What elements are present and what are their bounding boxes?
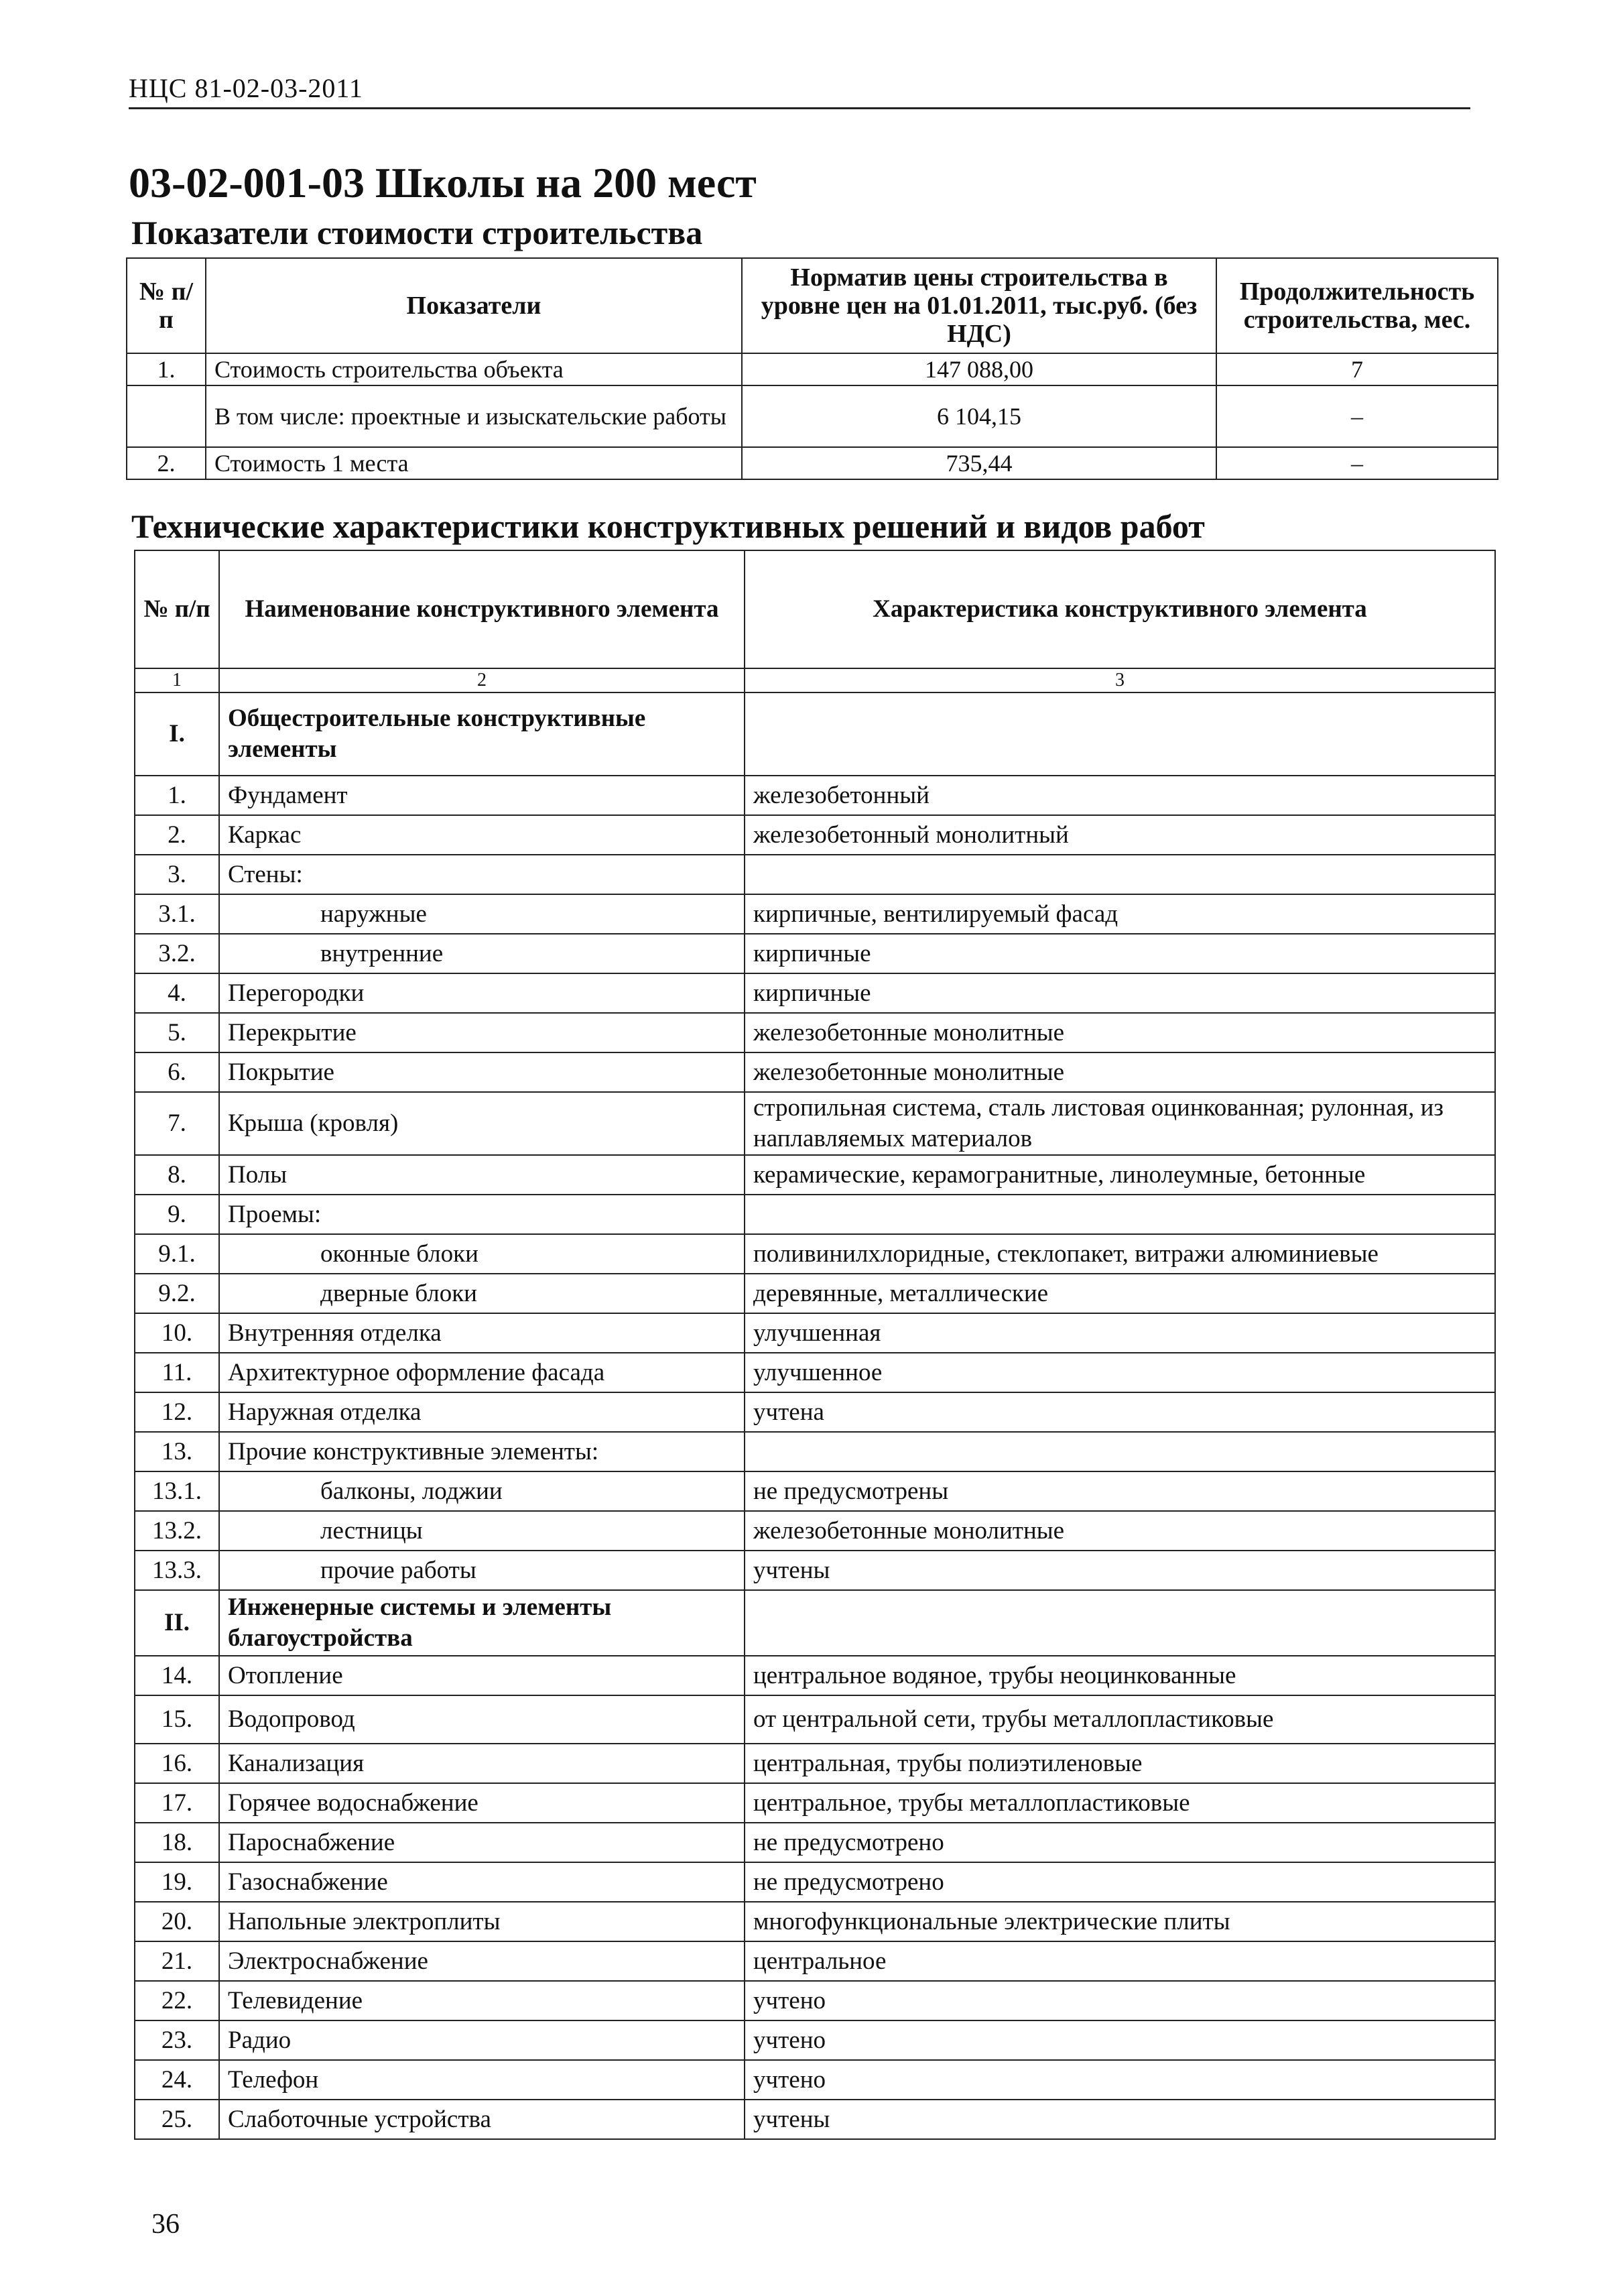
row-number: 4. — [135, 973, 219, 1013]
element-characteristic: учтено — [745, 1981, 1495, 2020]
table-row — [135, 894, 1495, 934]
table-row — [135, 1511, 1495, 1551]
element-characteristic: центральное — [745, 1941, 1495, 1981]
table-row — [135, 1092, 1495, 1155]
row-number: 17. — [135, 1783, 219, 1823]
row-number: 16. — [135, 1744, 219, 1783]
cost-row — [127, 353, 1498, 385]
element-characteristic: учтены — [745, 2100, 1495, 2139]
row-number: 7. — [135, 1092, 219, 1155]
cost-indicators-table — [126, 257, 1498, 480]
element-name: Фундамент — [219, 776, 745, 815]
element-characteristic: центральная, трубы полиэтиленовые — [745, 1744, 1495, 1783]
table-row — [135, 1902, 1495, 1941]
table-row — [135, 1052, 1495, 1092]
row-number: 18. — [135, 1823, 219, 1862]
element-characteristic: железобетонные монолитные — [745, 1052, 1495, 1092]
page-title: 03-02-001-03 Школы на 200 мест — [129, 159, 757, 206]
element-characteristic: железобетонный — [745, 776, 1495, 815]
element-characteristic — [745, 1432, 1495, 1471]
element-name: Архитектурное оформление фасада — [219, 1353, 745, 1392]
cost-row — [127, 447, 1498, 479]
element-name: Наружная отделка — [219, 1392, 745, 1432]
row-number: 1. — [135, 776, 219, 815]
element-characteristic — [745, 1590, 1495, 1656]
element-name: Крыша (кровля) — [219, 1092, 745, 1155]
column-header-num: № п/п — [127, 258, 206, 353]
element-characteristic: улучшенная — [745, 1313, 1495, 1353]
element-name: Горячее водоснабжение — [219, 1783, 745, 1823]
element-name: Внутренняя отделка — [219, 1313, 745, 1353]
row-number: 21. — [135, 1941, 219, 1981]
table-row — [135, 1783, 1495, 1823]
element-name: Каркас — [219, 815, 745, 855]
table-row — [135, 2060, 1495, 2100]
row-number: 23. — [135, 2020, 219, 2060]
column-header-duration: Продолжительность строительства, мес. — [1216, 258, 1498, 353]
element-name: Телевидение — [219, 1981, 745, 2020]
element-characteristic — [745, 855, 1495, 894]
table-row — [135, 1471, 1495, 1511]
element-characteristic: центральное, трубы металлопластиковые — [745, 1783, 1495, 1823]
table-row — [135, 1862, 1495, 1902]
element-characteristic: учтено — [745, 2020, 1495, 2060]
element-name: Перегородки — [219, 973, 745, 1013]
row-number: 3.1. — [135, 894, 219, 934]
table-row — [135, 855, 1495, 894]
row-number: 9.1. — [135, 1234, 219, 1274]
element-name: Канализация — [219, 1744, 745, 1783]
header-divider — [129, 107, 1470, 109]
row-number: 13. — [135, 1432, 219, 1471]
row-price: 6 104,15 — [742, 385, 1216, 447]
row-number: 13.3. — [135, 1551, 219, 1590]
table-row — [135, 1551, 1495, 1590]
row-price: 147 088,00 — [742, 353, 1216, 385]
table-row — [135, 1744, 1495, 1783]
row-number: 9. — [135, 1195, 219, 1234]
element-characteristic: кирпичные — [745, 934, 1495, 973]
element-name: Слаботочные устройства — [219, 2100, 745, 2139]
row-number: 2. — [135, 815, 219, 855]
element-characteristic — [745, 1195, 1495, 1234]
element-name: Проемы: — [219, 1195, 745, 1234]
element-characteristic: железобетонный монолитный — [745, 815, 1495, 855]
cost-section-title: Показатели стоимости строительства — [131, 214, 703, 251]
table-row — [135, 2020, 1495, 2060]
element-characteristic: центральное водяное, трубы неоцинкованные — [745, 1656, 1495, 1695]
element-name: Перекрытие — [219, 1013, 745, 1052]
element-characteristic: железобетонные монолитные — [745, 1511, 1495, 1551]
table-row — [135, 1313, 1495, 1353]
document-code: НЦС 81-02-03-2011 — [129, 73, 363, 103]
element-name: Полы — [219, 1155, 745, 1195]
element-characteristic: не предусмотрено — [745, 1862, 1495, 1902]
element-name: наружные — [219, 894, 745, 934]
element-characteristic: от центральной сети, трубы металлопластиковые — [745, 1695, 1495, 1744]
element-name: дверные блоки — [219, 1274, 745, 1313]
row-number: 22. — [135, 1981, 219, 2020]
table-row — [135, 1155, 1495, 1195]
group-row — [135, 1590, 1495, 1656]
table-row — [135, 1234, 1495, 1274]
row-number: 3.2. — [135, 934, 219, 973]
element-name: Пароснабжение — [219, 1823, 745, 1862]
element-name: Покрытие — [219, 1052, 745, 1092]
row-number: II. — [135, 1590, 219, 1656]
element-characteristic — [745, 692, 1495, 776]
element-name: Напольные электроплиты — [219, 1902, 745, 1941]
column-index-2: 2 — [219, 668, 745, 692]
row-number: 13.2. — [135, 1511, 219, 1551]
row-number: 11. — [135, 1353, 219, 1392]
element-characteristic: деревянные, металлические — [745, 1274, 1495, 1313]
element-name: Отопление — [219, 1656, 745, 1695]
element-name: лестницы — [219, 1511, 745, 1551]
row-number: 6. — [135, 1052, 219, 1092]
table-row — [135, 1981, 1495, 2020]
element-name: Электроснабжение — [219, 1941, 745, 1981]
element-name: оконные блоки — [219, 1234, 745, 1274]
tech-table-body — [135, 692, 1495, 2139]
row-number — [127, 385, 206, 447]
element-characteristic: керамические, керамогранитные, линолеумные, бетонные — [745, 1155, 1495, 1195]
table-row — [135, 1392, 1495, 1432]
table-row — [135, 1353, 1495, 1392]
row-indicator: В том числе: проектные и изыскательские работы — [206, 385, 742, 447]
element-name: балконы, лоджии — [219, 1471, 745, 1511]
element-name: Радио — [219, 2020, 745, 2060]
row-number: 5. — [135, 1013, 219, 1052]
column-header-price: Норматив цены строительства в уровне цен на 01.01.2011, тыс.руб. (без НДС) — [742, 258, 1216, 353]
column-header-indicator: Показатели — [206, 258, 742, 353]
table-row — [135, 934, 1495, 973]
element-name: Общестроительные конструктивные элементы — [219, 692, 745, 776]
element-characteristic: учтены — [745, 1551, 1495, 1590]
element-characteristic: поливинилхлоридные, стеклопакет, витражи алюминиевые — [745, 1234, 1495, 1274]
row-price: 735,44 — [742, 447, 1216, 479]
technical-characteristics-table — [134, 550, 1496, 2140]
column-index-3: 3 — [745, 668, 1495, 692]
element-characteristic: многофункциональные электрические плиты — [745, 1902, 1495, 1941]
row-number: 12. — [135, 1392, 219, 1432]
element-name: Стены: — [219, 855, 745, 894]
row-duration: 7 — [1216, 353, 1498, 385]
table-row — [135, 1432, 1495, 1471]
element-characteristic: учтено — [745, 2060, 1495, 2100]
table-row — [135, 1656, 1495, 1695]
element-name: прочие работы — [219, 1551, 745, 1590]
element-name: Прочие конструктивные элементы: — [219, 1432, 745, 1471]
tech-section-title: Технические характеристики конструктивных решений и видов работ — [131, 507, 1205, 545]
group-row — [135, 692, 1495, 776]
element-name: Инженерные системы и элементы благоустройства — [219, 1590, 745, 1656]
element-name: Водопровод — [219, 1695, 745, 1744]
column-index-1: 1 — [135, 668, 219, 692]
element-characteristic: улучшенное — [745, 1353, 1495, 1392]
element-name: Газоснабжение — [219, 1862, 745, 1902]
element-characteristic: стропильная система, сталь листовая оцинкованная; рулонная, из наплавляемых материалов — [745, 1092, 1495, 1155]
element-characteristic: не предусмотрены — [745, 1471, 1495, 1511]
table-row — [135, 1195, 1495, 1234]
row-indicator: Стоимость 1 места — [206, 447, 742, 479]
row-number: 25. — [135, 2100, 219, 2139]
row-number: 24. — [135, 2060, 219, 2100]
element-characteristic: кирпичные — [745, 973, 1495, 1013]
row-number: I. — [135, 692, 219, 776]
row-duration: – — [1216, 385, 1498, 447]
column-header-num: № п/п — [135, 550, 219, 668]
element-characteristic: не предусмотрено — [745, 1823, 1495, 1862]
table-row — [135, 1274, 1495, 1313]
table-row — [135, 776, 1495, 815]
table-row — [135, 1695, 1495, 1744]
element-characteristic: кирпичные, вентилируемый фасад — [745, 894, 1495, 934]
cost-row — [127, 385, 1498, 447]
element-characteristic: железобетонные монолитные — [745, 1013, 1495, 1052]
table-row — [135, 1941, 1495, 1981]
column-header-characteristic: Характеристика конструктивного элемента — [745, 550, 1495, 668]
row-duration: – — [1216, 447, 1498, 479]
row-number: 15. — [135, 1695, 219, 1744]
table-row — [135, 2100, 1495, 2139]
row-number: 9.2. — [135, 1274, 219, 1313]
row-number: 14. — [135, 1656, 219, 1695]
row-number: 13.1. — [135, 1471, 219, 1511]
row-number: 2. — [127, 447, 206, 479]
table-row — [135, 815, 1495, 855]
column-header-element-name: Наименование конструктивного элемента — [219, 550, 745, 668]
row-number: 20. — [135, 1902, 219, 1941]
cost-table-body — [127, 353, 1498, 479]
element-name: Телефон — [219, 2060, 745, 2100]
row-number: 19. — [135, 1862, 219, 1902]
row-number: 8. — [135, 1155, 219, 1195]
row-indicator: Стоимость строительства объекта — [206, 353, 742, 385]
page-number: 36 — [151, 2209, 180, 2240]
table-row — [135, 973, 1495, 1013]
element-characteristic: учтена — [745, 1392, 1495, 1432]
row-number: 3. — [135, 855, 219, 894]
row-number: 10. — [135, 1313, 219, 1353]
table-row — [135, 1013, 1495, 1052]
row-number: 1. — [127, 353, 206, 385]
table-row — [135, 1823, 1495, 1862]
element-name: внутренние — [219, 934, 745, 973]
